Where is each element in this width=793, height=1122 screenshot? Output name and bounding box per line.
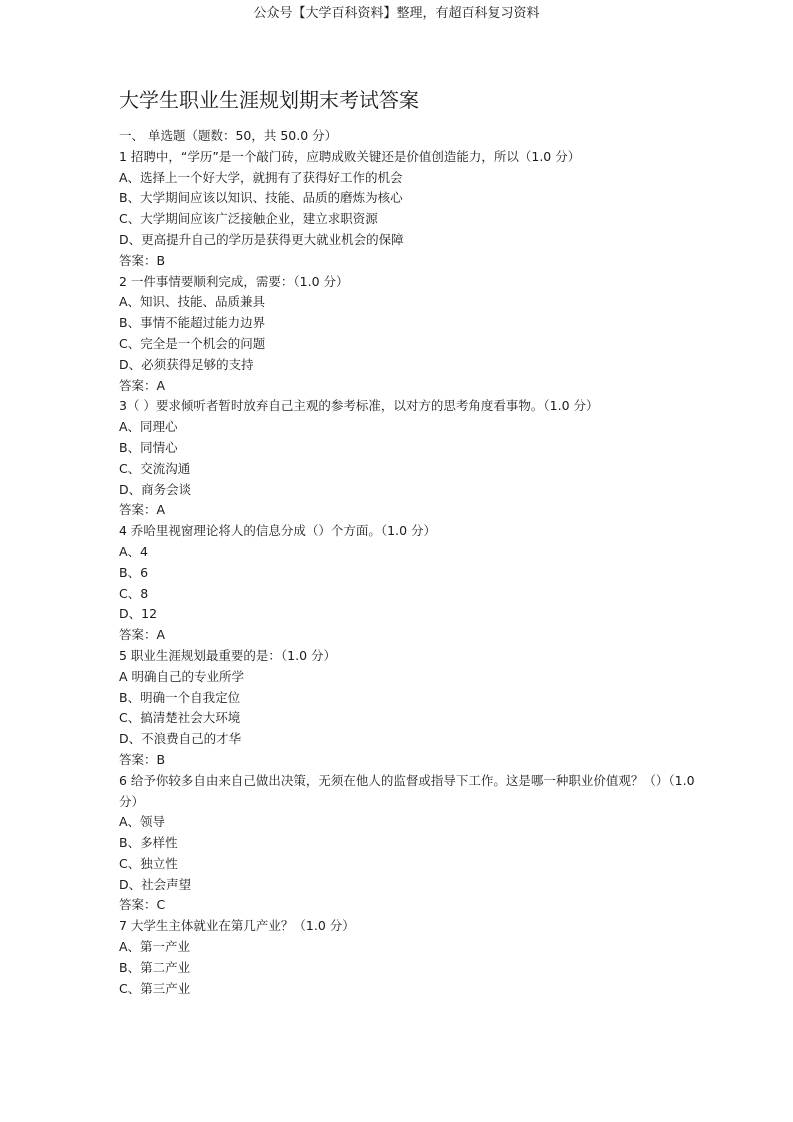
option: C、独立性 [119, 855, 178, 871]
option: B、6 [119, 564, 149, 580]
option: C、搞清楚社会大环境 [119, 710, 241, 726]
option: B、事情不能超过能力边界 [119, 315, 266, 331]
question-stem: 6 给予你较多自由来自己做出决策，无须在他人的监督或指导下工作。这是哪一种职业价值观？（）（1.0 分） [119, 772, 695, 809]
option: A、领导 [119, 814, 166, 830]
option: A、第一产业 [119, 939, 191, 955]
question-stem: 7 大学生主体就业在第几产业？（1.0 分） [119, 918, 355, 934]
document-body [119, 86, 699, 999]
answer: 答案：A [119, 502, 166, 518]
question-block [119, 396, 699, 521]
header-note: 公众号【大学百科资料】整理，有超百科复习资料 [253, 6, 540, 21]
question-block [119, 916, 699, 999]
option: A、4 [119, 543, 149, 559]
question-block [119, 521, 699, 646]
option: C、8 [119, 585, 149, 601]
question-stem: 3（ ）要求倾听者暂时放弃自己主观的参考标准，以对方的思考角度看事物。（1.0 分） [119, 398, 599, 414]
question-block [119, 272, 699, 397]
question-block [119, 771, 699, 917]
answer: 答案：A [119, 377, 166, 393]
option: D、商务会谈 [119, 481, 192, 497]
question-block [119, 646, 699, 771]
option: B、明确一个自我定位 [119, 689, 241, 705]
option: B、同情心 [119, 439, 178, 455]
option: D、社会声望 [119, 876, 192, 892]
answer: 答案：B [119, 751, 166, 767]
question-stem: 1 招聘中，“学历”是一个敲门砖，应聘成败关键还是价值创造能力，所以（1.0 分） [119, 148, 581, 164]
option: C、完全是一个机会的问题 [119, 335, 266, 351]
question-stem: 2 一件事情要顺利完成，需要：（1.0 分） [119, 273, 349, 289]
option: D、不浪费自己的才华 [119, 731, 242, 747]
option: D、12 [119, 606, 158, 622]
option: B、第二产业 [119, 959, 191, 975]
document-title: 大学生职业生涯规划期末考试答案 [119, 88, 419, 112]
option: A、同理心 [119, 419, 178, 435]
option: C、交流沟通 [119, 460, 191, 476]
option: A 明确自己的专业所学 [119, 668, 245, 684]
answer: 答案：A [119, 627, 166, 643]
answer: 答案：C [119, 897, 166, 913]
section-heading: 一、 单选题（题数：50，共 50.0 分） [119, 128, 338, 143]
option: C、第三产业 [119, 980, 191, 996]
option: D、更高提升自己的学历是获得更大就业机会的保障 [119, 231, 404, 247]
question-block [119, 147, 699, 272]
option: D、必须获得足够的支持 [119, 356, 254, 372]
option: B、多样性 [119, 835, 178, 851]
option: C、大学期间应该广泛接触企业，建立求职资源 [119, 211, 378, 227]
question-stem: 4 乔哈里视窗理论将人的信息分成（）个方面。（1.0 分） [119, 523, 437, 539]
option: A、选择上一个好大学，就拥有了获得好工作的机会 [119, 169, 403, 185]
question-stem: 5 职业生涯规划最重要的是：（1.0 分） [119, 647, 337, 663]
answer: 答案：B [119, 252, 166, 268]
option: B、大学期间应该以知识、技能、品质的磨炼为核心 [119, 190, 403, 206]
option: A、知识、技能、品质兼具 [119, 294, 266, 310]
